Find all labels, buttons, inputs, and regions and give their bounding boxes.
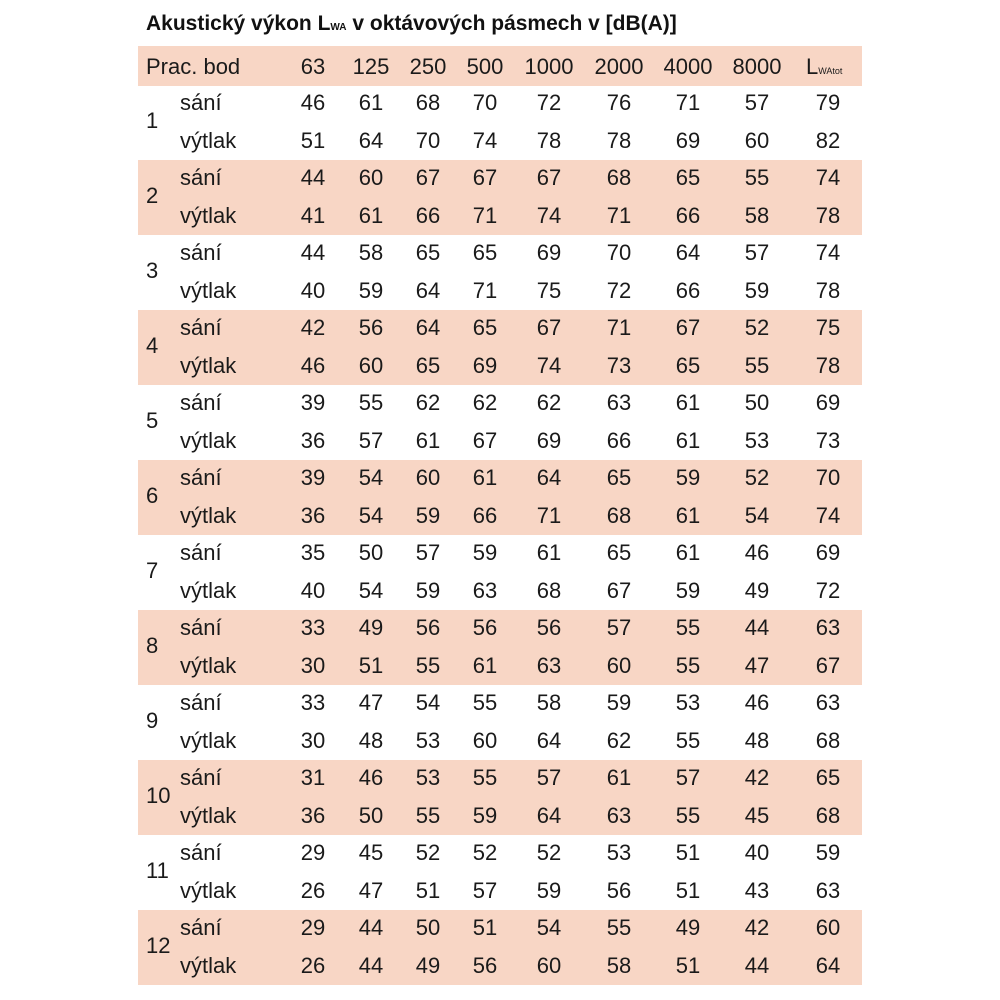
table-cell: 54 — [358, 577, 384, 603]
table-cell: 62 — [415, 390, 441, 415]
table-cell: 53 — [675, 690, 701, 715]
point-label: 9 — [146, 708, 159, 733]
table-cell: 56 — [536, 615, 562, 640]
table-cell: 36 — [300, 427, 326, 453]
table-cell: 63 — [472, 577, 498, 603]
table-cell: 41 — [300, 202, 326, 228]
table-cell: 40 — [744, 840, 770, 865]
point-label: 7 — [146, 558, 159, 583]
mode-label: výtlak — [180, 502, 237, 528]
table-cell: 51 — [675, 840, 701, 865]
table-cell: 62 — [472, 390, 498, 415]
table-cell: 64 — [415, 277, 441, 303]
header-band-8000: 8000 — [732, 54, 782, 79]
table-cell: 35 — [300, 540, 326, 565]
table-cell: 72 — [606, 277, 632, 303]
title-subscript: WA — [330, 22, 347, 33]
table-cell: 63 — [606, 802, 632, 828]
table-cell: 68 — [606, 502, 632, 528]
mode-label: sání — [180, 165, 222, 190]
table-cell: 53 — [744, 427, 770, 453]
header-band-1000: 1000 — [524, 54, 574, 79]
table-cell: 57 — [472, 877, 498, 903]
table-cell: 65 — [815, 765, 841, 790]
header-band-4000: 4000 — [663, 54, 713, 79]
table-cell: 47 — [358, 877, 384, 903]
table-cell: 71 — [606, 202, 632, 228]
table-cell: 48 — [744, 727, 770, 753]
table-cell: 59 — [472, 802, 498, 828]
table-cell: 59 — [675, 577, 701, 603]
table-cell: 71 — [675, 90, 701, 115]
table-cell: 26 — [300, 952, 326, 978]
table-cell: 68 — [815, 727, 841, 753]
header-band-125: 125 — [352, 54, 390, 79]
table-cell: 61 — [675, 502, 701, 528]
mode-label: sání — [180, 90, 222, 115]
table-cell: 55 — [744, 165, 770, 190]
table-cell: 69 — [536, 240, 562, 265]
mode-label: výtlak — [180, 802, 237, 828]
mode-label: sání — [180, 390, 222, 415]
table-cell: 55 — [415, 802, 441, 828]
table-cell: 51 — [675, 877, 701, 903]
table-cell: 55 — [606, 915, 632, 940]
table-cell: 66 — [415, 202, 441, 228]
table-cell: 75 — [815, 315, 841, 340]
table-cell: 64 — [415, 315, 441, 340]
table-cell: 69 — [472, 352, 498, 378]
table-cell: 61 — [472, 465, 498, 490]
table-cell: 46 — [300, 90, 326, 115]
table-cell: 50 — [358, 802, 384, 828]
table-cell: 64 — [358, 127, 384, 153]
table-cell: 67 — [472, 427, 498, 453]
table-cell: 66 — [606, 427, 632, 453]
table-cell: 64 — [675, 240, 701, 265]
table-cell: 74 — [815, 502, 841, 528]
table-cell: 79 — [815, 90, 841, 115]
header-total-main: L — [806, 54, 819, 79]
mode-label: výtlak — [180, 127, 237, 153]
table-cell: 59 — [606, 690, 632, 715]
table-cell: 50 — [744, 390, 770, 415]
table-cell: 39 — [300, 465, 326, 490]
table-cell: 65 — [606, 540, 632, 565]
table-cell: 59 — [472, 540, 498, 565]
table-cell: 57 — [744, 90, 770, 115]
table-cell: 74 — [536, 202, 562, 228]
header-band-2000: 2000 — [594, 54, 644, 79]
table-cell: 44 — [300, 240, 326, 265]
table-cell: 52 — [536, 840, 562, 865]
table-cell: 30 — [300, 727, 326, 753]
table-cell: 54 — [358, 465, 384, 490]
table-cell: 55 — [675, 652, 701, 678]
point-label: 8 — [146, 633, 159, 658]
table-cell: 64 — [536, 465, 562, 490]
table-cell: 60 — [358, 165, 384, 190]
table-cell: 63 — [815, 877, 841, 903]
table-cell: 58 — [606, 952, 632, 978]
table-cell: 67 — [675, 315, 701, 340]
table-cell: 52 — [472, 840, 498, 865]
table-cell: 58 — [744, 202, 770, 228]
header-total — [806, 56, 842, 78]
table-cell: 69 — [675, 127, 701, 153]
table-cell: 62 — [606, 727, 632, 753]
table-cell: 47 — [744, 652, 770, 678]
table-cell: 72 — [815, 577, 841, 603]
table-cell: 72 — [536, 90, 562, 115]
table-cell: 44 — [358, 952, 384, 978]
table-cell: 78 — [815, 277, 841, 303]
table-cell: 66 — [675, 202, 701, 228]
table-cell: 64 — [536, 727, 562, 753]
table-cell: 70 — [815, 465, 841, 490]
table-cell: 59 — [415, 502, 441, 528]
table-cell: 53 — [415, 765, 441, 790]
table-cell: 71 — [472, 202, 498, 228]
table-cell: 62 — [536, 390, 562, 415]
table-cell: 29 — [300, 915, 326, 940]
table-cell: 42 — [300, 315, 326, 340]
table-title — [146, 12, 677, 36]
table-cell: 59 — [415, 577, 441, 603]
table-cell: 42 — [744, 915, 770, 940]
point-label: 10 — [146, 783, 171, 808]
table-cell: 78 — [815, 202, 841, 228]
table-cell: 82 — [815, 127, 841, 153]
table-cell: 78 — [536, 127, 562, 153]
table-cell: 61 — [358, 202, 384, 228]
table-cell: 57 — [606, 615, 632, 640]
table-cell: 51 — [300, 127, 326, 153]
table-cell: 55 — [675, 615, 701, 640]
table-cell: 59 — [358, 277, 384, 303]
table-cell: 69 — [815, 540, 841, 565]
mode-label: sání — [180, 840, 222, 865]
table-cell: 53 — [606, 840, 632, 865]
mode-label: výtlak — [180, 577, 237, 603]
table-cell: 42 — [744, 765, 770, 790]
table-cell: 50 — [358, 540, 384, 565]
table-cell: 78 — [815, 352, 841, 378]
mode-label: sání — [180, 240, 222, 265]
table-cell: 67 — [606, 577, 632, 603]
mode-label: sání — [180, 540, 222, 565]
table-cell: 65 — [675, 352, 701, 378]
table-cell: 40 — [300, 277, 326, 303]
header-total-sub: WAtot — [818, 66, 843, 76]
table-cell: 55 — [472, 765, 498, 790]
table-cell: 67 — [415, 165, 441, 190]
table-cell: 55 — [675, 802, 701, 828]
table-cell: 56 — [415, 615, 441, 640]
mode-label: sání — [180, 465, 222, 490]
table-cell: 44 — [744, 952, 770, 978]
title-suffix: v oktávových pásmech v [dB(A)] — [346, 12, 677, 35]
header-point-label: Prac. bod — [146, 54, 241, 79]
table-cell: 44 — [744, 615, 770, 640]
table-cell: 68 — [606, 165, 632, 190]
mode-label: výtlak — [180, 727, 237, 753]
table-cell: 73 — [606, 352, 632, 378]
table-cell: 59 — [675, 465, 701, 490]
table-cell: 65 — [472, 240, 498, 265]
table-cell: 61 — [472, 652, 498, 678]
table-cell: 57 — [536, 765, 562, 790]
table-cell: 67 — [815, 652, 841, 678]
table-cell: 49 — [675, 915, 701, 940]
mode-label: sání — [180, 615, 222, 640]
table-cell: 69 — [815, 390, 841, 415]
table-cell: 45 — [358, 840, 384, 865]
table-cell: 67 — [472, 165, 498, 190]
table-cell: 31 — [300, 765, 326, 790]
table-cell: 65 — [415, 352, 441, 378]
point-label: 3 — [146, 258, 159, 283]
table-cell: 71 — [536, 502, 562, 528]
table-cell: 71 — [472, 277, 498, 303]
table-cell: 57 — [744, 240, 770, 265]
table-cell: 46 — [744, 540, 770, 565]
table-cell: 63 — [606, 390, 632, 415]
mode-label: sání — [180, 765, 222, 790]
mode-label: výtlak — [180, 202, 237, 228]
table-cell: 63 — [536, 652, 562, 678]
table-cell: 68 — [536, 577, 562, 603]
table-cell: 64 — [536, 802, 562, 828]
table-cell: 65 — [606, 465, 632, 490]
table-cell: 61 — [358, 90, 384, 115]
table-cell: 55 — [358, 390, 384, 415]
table-cell: 74 — [815, 240, 841, 265]
table-cell: 33 — [300, 615, 326, 640]
table-cell: 55 — [472, 690, 498, 715]
mode-label: sání — [180, 315, 222, 340]
table-cell: 74 — [472, 127, 498, 153]
table-cell: 74 — [536, 352, 562, 378]
table-cell: 49 — [744, 577, 770, 603]
table-cell: 60 — [815, 915, 841, 940]
table-cell: 69 — [536, 427, 562, 453]
mode-label: výtlak — [180, 427, 237, 453]
mode-label: sání — [180, 690, 222, 715]
table-cell: 65 — [675, 165, 701, 190]
table-cell: 40 — [300, 577, 326, 603]
table-cell: 51 — [472, 915, 498, 940]
table-cell: 66 — [675, 277, 701, 303]
table-cell: 46 — [744, 690, 770, 715]
table-cell: 61 — [415, 427, 441, 453]
table-cell: 65 — [415, 240, 441, 265]
table-cell: 67 — [536, 315, 562, 340]
table-cell: 52 — [415, 840, 441, 865]
table-cell: 30 — [300, 652, 326, 678]
mode-label: výtlak — [180, 877, 237, 903]
table-cell: 44 — [300, 165, 326, 190]
table-cell: 70 — [472, 90, 498, 115]
table-cell: 65 — [472, 315, 498, 340]
table-cell: 51 — [358, 652, 384, 678]
table-cell: 64 — [815, 952, 841, 978]
table-cell: 49 — [415, 952, 441, 978]
table-cell: 60 — [744, 127, 770, 153]
table-cell: 49 — [358, 615, 384, 640]
point-label: 1 — [146, 108, 159, 133]
table-cell: 47 — [358, 690, 384, 715]
table-cell: 57 — [415, 540, 441, 565]
mode-label: sání — [180, 915, 222, 940]
title-prefix: Akustický výkon L — [146, 12, 331, 35]
table-cell: 55 — [675, 727, 701, 753]
header-band-500: 500 — [466, 54, 504, 79]
table-cell: 66 — [472, 502, 498, 528]
table-cell: 57 — [358, 427, 384, 453]
table-cell: 56 — [358, 315, 384, 340]
table-cell: 78 — [606, 127, 632, 153]
table-cell: 59 — [815, 840, 841, 865]
table-cell: 68 — [815, 802, 841, 828]
table-cell: 33 — [300, 690, 326, 715]
table-cell: 61 — [536, 540, 562, 565]
table-cell: 56 — [606, 877, 632, 903]
mode-label: výtlak — [180, 952, 237, 978]
table-cell: 75 — [536, 277, 562, 303]
point-label: 5 — [146, 408, 159, 433]
table-cell: 67 — [536, 165, 562, 190]
table-cell: 54 — [415, 690, 441, 715]
table-cell: 43 — [744, 877, 770, 903]
table-cell: 46 — [300, 352, 326, 378]
table-cell: 56 — [472, 615, 498, 640]
table-cell: 60 — [472, 727, 498, 753]
table-cell: 51 — [415, 877, 441, 903]
header-band-250: 250 — [409, 54, 447, 79]
point-label: 12 — [146, 933, 171, 958]
table-cell: 70 — [606, 240, 632, 265]
point-label: 11 — [146, 858, 169, 883]
table-cell: 36 — [300, 502, 326, 528]
table-cell: 63 — [815, 615, 841, 640]
table-cell: 61 — [675, 390, 701, 415]
table-cell: 71 — [606, 315, 632, 340]
table-cell: 58 — [536, 690, 562, 715]
table-cell: 56 — [472, 952, 498, 978]
table-cell: 39 — [300, 390, 326, 415]
header-band-63: 63 — [300, 54, 326, 79]
point-label: 4 — [146, 333, 159, 358]
table-cell: 59 — [536, 877, 562, 903]
mode-label: výtlak — [180, 352, 237, 378]
table-cell: 74 — [815, 165, 841, 190]
table-cell: 44 — [358, 915, 384, 940]
table-cell: 26 — [300, 877, 326, 903]
table-cell: 54 — [358, 502, 384, 528]
point-label: 2 — [146, 183, 159, 208]
table-cell: 70 — [415, 127, 441, 153]
table-cell: 76 — [606, 90, 632, 115]
table-cell: 60 — [358, 352, 384, 378]
table-cell: 48 — [358, 727, 384, 753]
table-cell: 50 — [415, 915, 441, 940]
table-cell: 36 — [300, 802, 326, 828]
mode-label: výtlak — [180, 277, 237, 303]
table-cell: 55 — [415, 652, 441, 678]
mode-label: výtlak — [180, 652, 237, 678]
table-cell: 60 — [606, 652, 632, 678]
table-cell: 46 — [358, 765, 384, 790]
table-cell: 61 — [675, 427, 701, 453]
table-cell: 54 — [744, 502, 770, 528]
table-cell: 59 — [744, 277, 770, 303]
table-cell: 60 — [536, 952, 562, 978]
table-cell: 55 — [744, 352, 770, 378]
table-cell: 61 — [606, 765, 632, 790]
table-cell: 52 — [744, 465, 770, 490]
table-cell: 57 — [675, 765, 701, 790]
table-cell: 61 — [675, 540, 701, 565]
table-cell: 52 — [744, 315, 770, 340]
table-cell: 51 — [675, 952, 701, 978]
table-cell: 68 — [415, 90, 441, 115]
table-cell: 58 — [358, 240, 384, 265]
table-cell: 53 — [415, 727, 441, 753]
table-cell: 54 — [536, 915, 562, 940]
table-cell: 45 — [744, 802, 770, 828]
table-cell: 60 — [415, 465, 441, 490]
table-cell: 63 — [815, 690, 841, 715]
point-label: 6 — [146, 483, 159, 508]
table-cell: 73 — [815, 427, 841, 453]
table-cell: 29 — [300, 840, 326, 865]
